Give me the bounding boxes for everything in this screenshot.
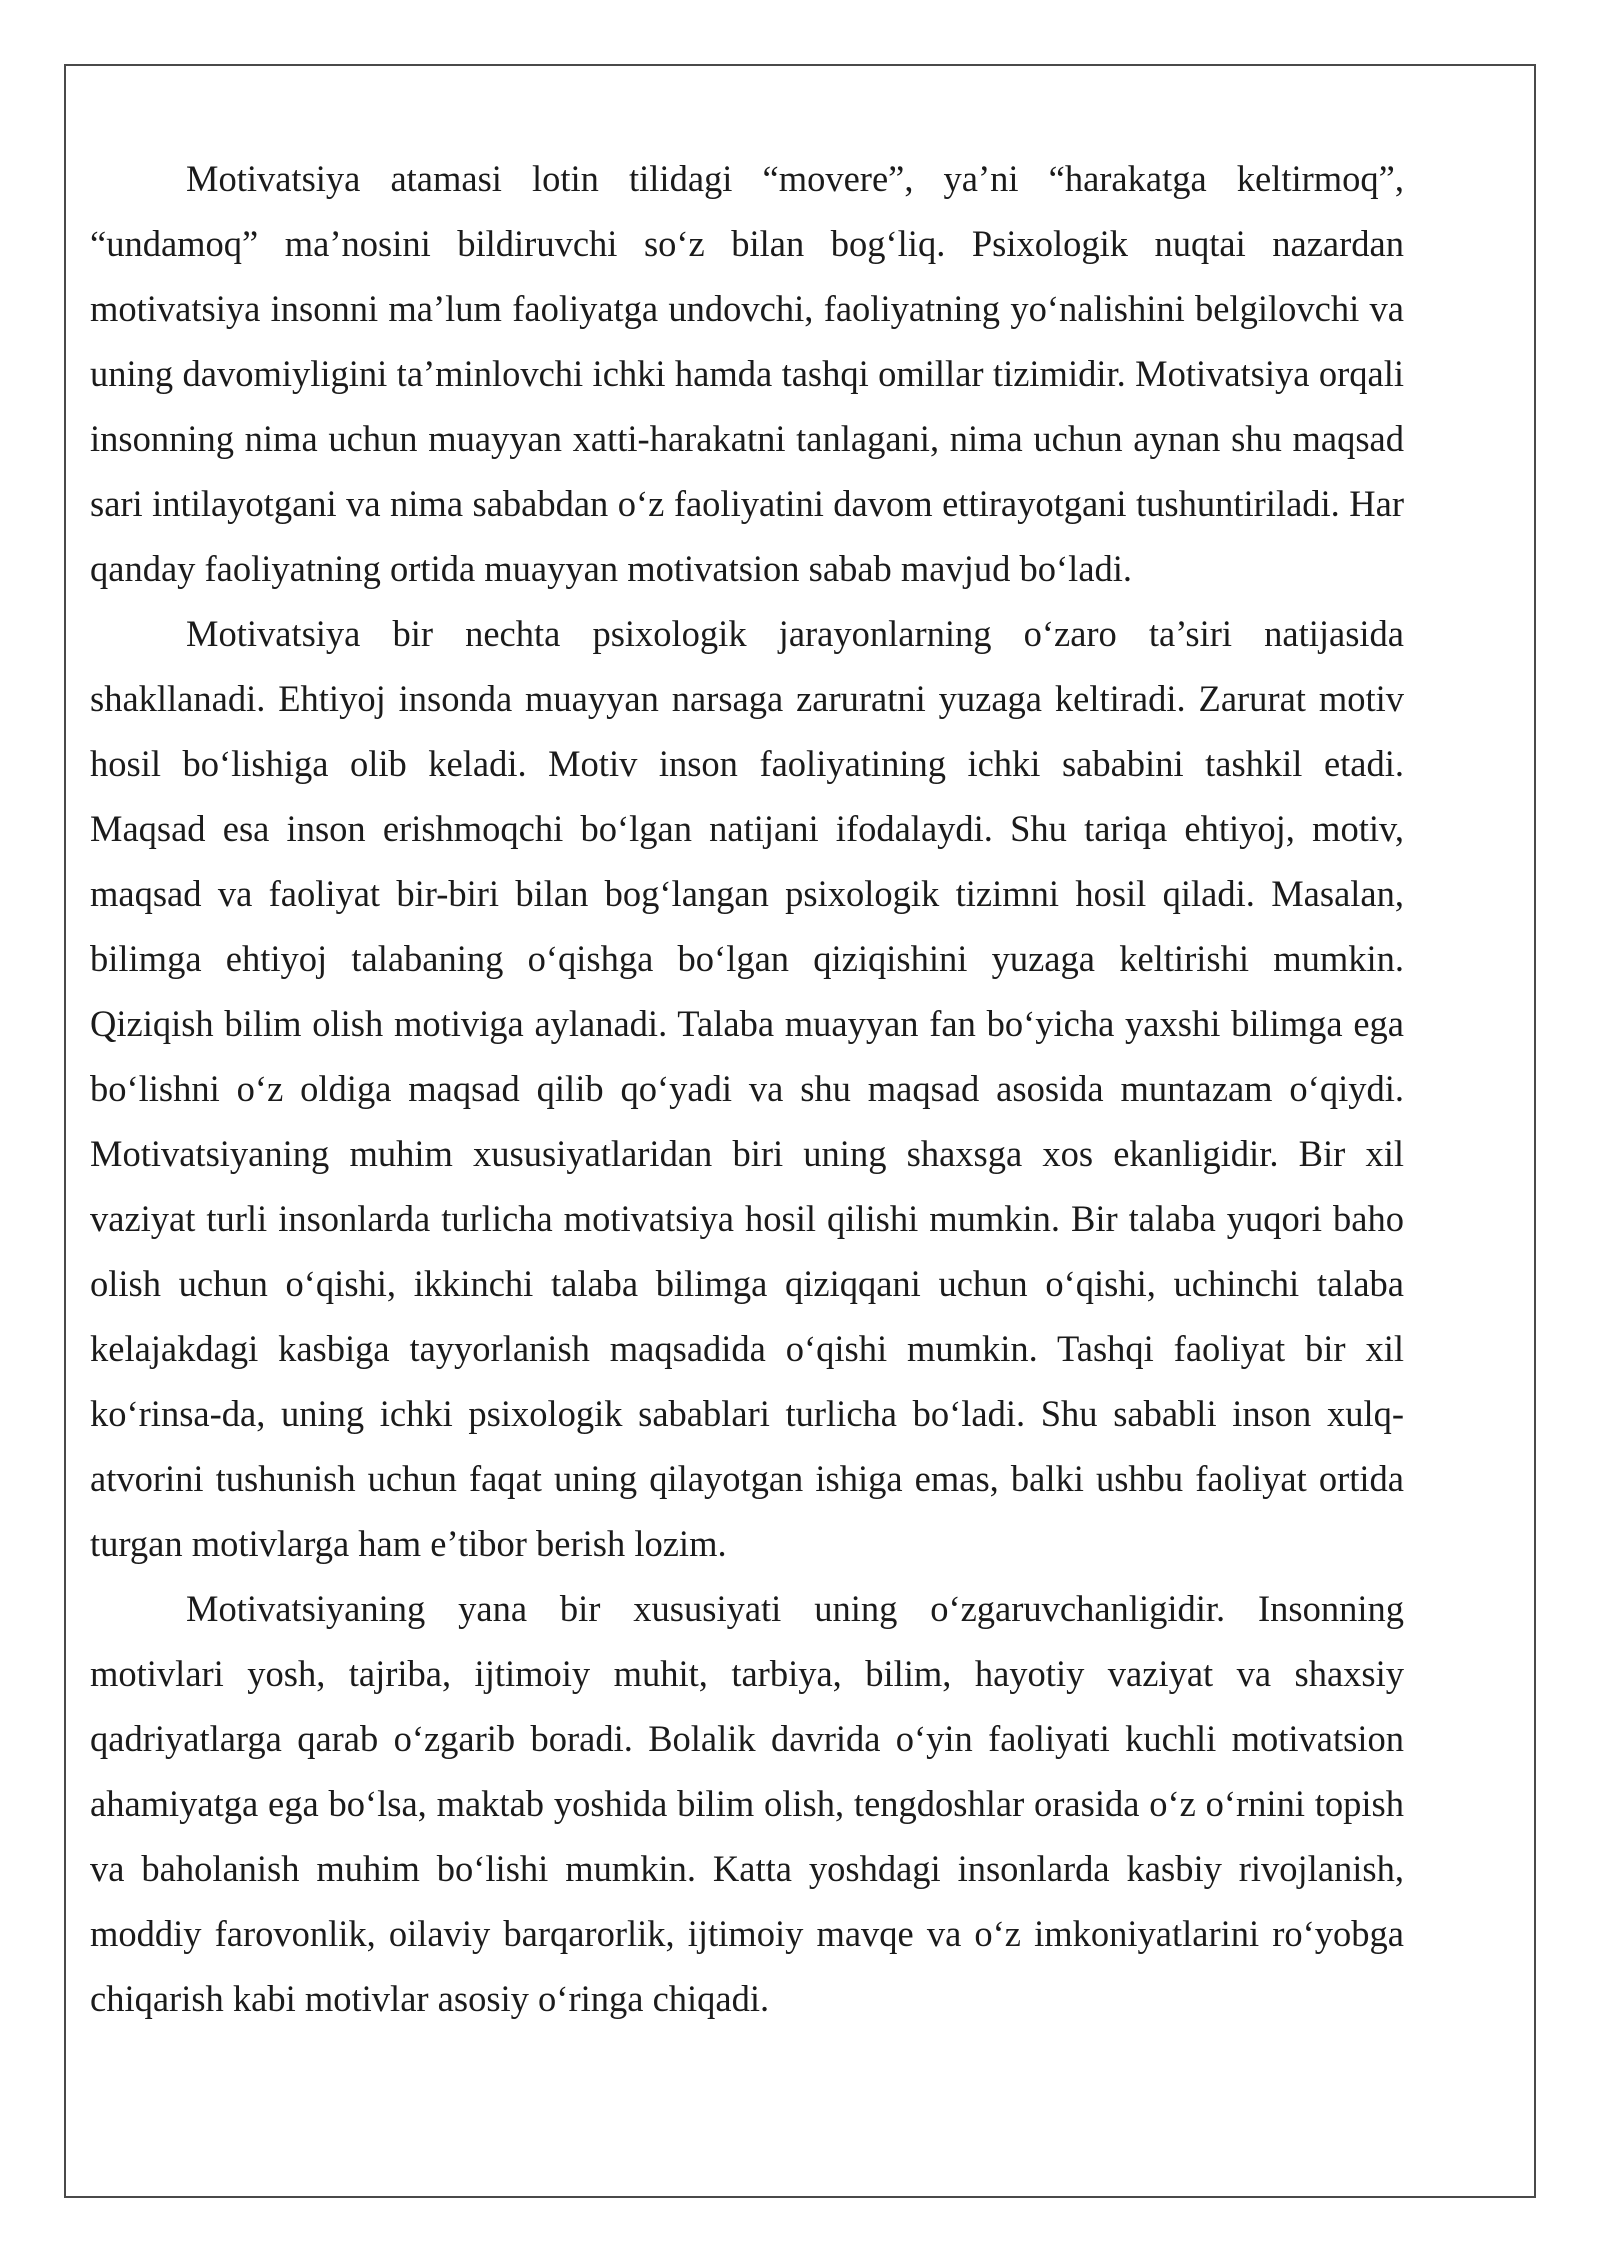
paragraph-1: Motivatsiya atamasi lotin tilidagi “movere”, ya’ni “harakatga keltirmoq”, “undamoq” ma’nosini bildiruvchi so‘z bilan bog‘liq. Psixologik nuqtai nazardan motivatsiya insonni ma’lum faoliyatga undovchi, faoliyatning yo‘nalishini belgilovchi va uning davomiyligini ta’minlovchi ichki hamda tashqi omillar tizimidir. Motivatsiya orqali insonning nima uchun muayyan xatti-harakatni tanlagani, nima uchun aynan shu maqsad sari intilayotgani va nima sababdan o‘z faoliyatini davom ettirayotgani tushuntiriladi. Har qanday faoliyatning ortida muayyan motivatsion sabab mavjud bo‘ladi. bbox=[90, 158, 1404, 589]
document-body bbox=[90, 146, 1404, 2031]
paragraph-3: Motivatsiyaning yana bir xususiyati uning o‘zgaruvchanligidir. Insonning motivlari yosh, tajriba, ijtimoiy muhit, tarbiya, bilim, hayotiy vaziyat va shaxsiy qadriyatlarga qarab o‘zgarib boradi. Bolalik davrida o‘yin faoliyati kuchli motivatsion ahamiyatga ega bo‘lsa, maktab yoshida bilim olish, tengdoshlar orasida o‘z o‘rnini topish va baholanish muhim bo‘lishi mumkin. Katta yoshdagi insonlarda kasbiy rivojlanish, moddiy farovonlik, oilaviy barqarorlik, ijtimoiy mavqe va o‘z imkoniyatlarini ro‘yobga chiqarish kabi motivlar asosiy o‘ringa chiqadi. bbox=[90, 1588, 1404, 2019]
paragraph-2: Motivatsiya bir nechta psixologik jarayonlarning o‘zaro ta’siri natijasida shakllanadi. Ehtiyoj insonda muayyan narsaga zaruratni yuzaga keltiradi. Zarurat motiv hosil bo‘lishiga olib keladi. Motiv inson faoliyatining ichki sababini tashkil etadi. Maqsad esa inson erishmoqchi bo‘lgan natijani ifodalaydi. Shu tariqa ehtiyoj, motiv, maqsad va faoliyat bir-biri bilan bog‘langan psixologik tizimni hosil qiladi. Masalan, bilimga ehtiyoj talabaning o‘qishga bo‘lgan qiziqishini yuzaga keltirishi mumkin. Qiziqish bilim olish motiviga aylanadi. Talaba muayyan fan bo‘yicha yaxshi bilimga ega bo‘lishni o‘z oldiga maqsad qilib qo‘yadi va shu maqsad asosida muntazam o‘qiydi. Motivatsiyaning muhim xususiyatlaridan biri uning shaxsga xos ekanligidir. Bir xil vaziyat turli insonlarda turlicha motivatsiya hosil qilishi mumkin. Bir talaba yuqori baho olish uchun o‘qishi, ikkinchi talaba bilimga qiziqqani uchun o‘qishi, uchinchi talaba kelajakdagi kasbiga tayyorlanish maqsadida o‘qishi mumkin. Tashqi faoliyat bir xil ko‘rinsa-da, uning ichki psixologik sabablari turlicha bo‘ladi. Shu sababli inson xulq-atvorini tushunish uchun faqat uning qilayotgan ishiga emas, balki ushbu faoliyat ortida turgan motivlarga ham e’tibor berish lozim. bbox=[90, 613, 1404, 1564]
